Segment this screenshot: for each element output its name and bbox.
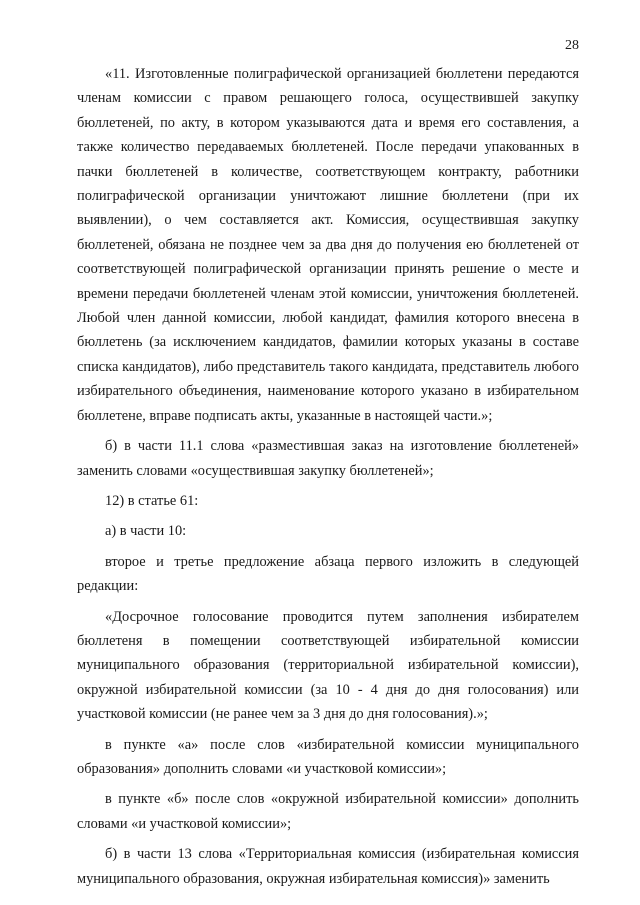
paragraph-article-61: 12) в статье 61: [105,492,199,509]
paragraph-early-voting: «Досрочное голосование проводится путем заполнения избирателем бюллетеня в помещении соответствующей избирательной комиссии муниципального образования (территориальной избирательной комиссии), окружной избирательной комиссии (за 10 - 4 дня до дня голосования) или участковой комиссии (не ранее чем за 3 дня до дня голосования).»; [77,608,579,723]
paragraph-part-13: б) в части 13 слова «Территориальная комиссия (избирательная комиссия муниципального образования, окружная избирательная комиссия)» заменить [77,846,579,887]
paragraph-item-b: в пункте «б» после слов «окружной избирательной комиссии» дополнить словами «и участковой комиссии»; [77,791,579,832]
paragraph-item-a: в пункте «а» после слов «избирательной комиссии муниципального образования» дополнить словами «и участковой комиссии»; [77,736,579,777]
document-text [77,62,579,897]
paragraph-part-11: «11. Изготовленные полиграфической организацией бюллетени передаются членам комиссии с правом решающего голоса, осуществившей закупку бюллетеней, по акту, в котором указываются дата и время его составления, а также количество передаваемых бюллетеней. После передачи упакованных в пачки бюллетеней в количестве, соответствующем контракту, работники полиграфической организации уничтожают лишние бюллетени (при их выявлении), о чем составляется акт. Комиссия, осуществившая закупку бюллетеней, обязана не позднее чем за два дня до получения ею бюллетеней от соответствующей полиграфической организации принять решение о месте и времени передачи бюллетеней членам этой комиссии, уничтожения бюллетеней. Любой член данной комиссии, любой кандидат, фамилия которого внесена в бюллетень (за исключением кандидатов, фамилии которых указаны в составе списка кандидатов), либо представитель такого кандидата, представитель любого избирательного объединения, наименование которого указано в избирательном бюллетене, вправе подписать акты, указанные в настоящей части.»; [77,66,579,424]
paragraph-part-11-1: б) в части 11.1 слова «разместившая заказ на изготовление бюллетеней» заменить словами «осуществившая закупку бюллетеней»; [77,438,579,479]
page-number: 28 [565,38,579,53]
paragraph-part-10: а) в части 10: [105,523,187,540]
paragraph-second-third-sentence: второе и третье предложение абзаца первого изложить в следующей редакции: [77,553,579,595]
